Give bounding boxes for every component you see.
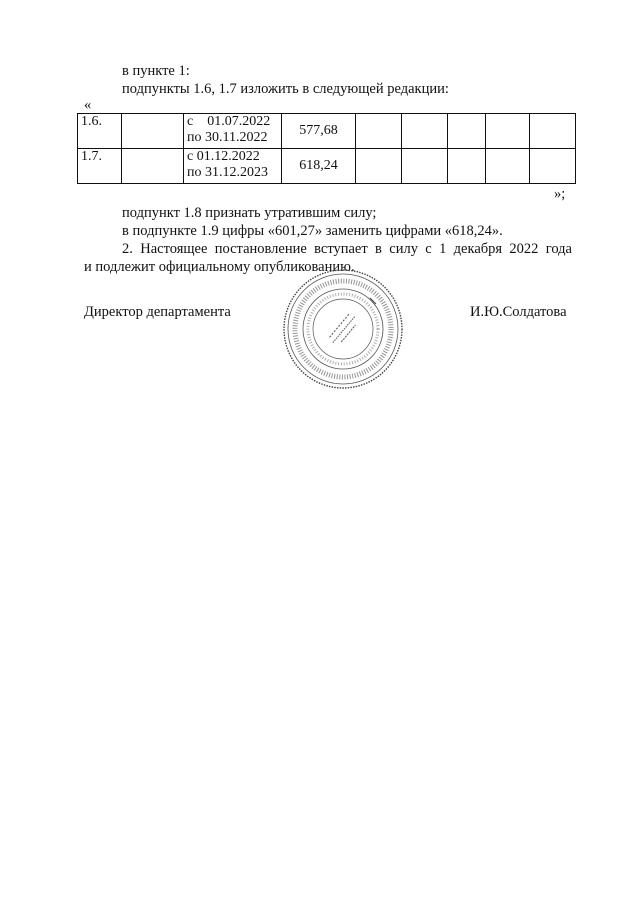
empty-cell <box>356 114 402 149</box>
row-number: 1.6. <box>78 114 122 149</box>
empty-cell <box>448 149 486 184</box>
value-cell: 577,68 <box>282 114 356 149</box>
empty-cell <box>122 149 184 184</box>
after-line-1: подпункт 1.8 признать утратившим силу; <box>122 205 377 221</box>
open-quote: « <box>84 97 92 113</box>
empty-cell <box>402 149 448 184</box>
period-cell <box>184 114 282 149</box>
table-row <box>78 114 576 149</box>
period-to: по 31.12.2023 <box>187 165 268 180</box>
empty-cell <box>530 149 576 184</box>
paragraph-2-line-2: и подлежит официальному опубликованию. <box>84 259 355 275</box>
period-to: по 30.11.2022 <box>187 130 268 145</box>
empty-cell <box>122 114 184 149</box>
empty-cell <box>402 114 448 149</box>
amendment-table <box>77 113 576 184</box>
empty-cell <box>356 149 402 184</box>
after-line-2: в подпункте 1.9 цифры «601,27» заменить цифрами «618,24». <box>122 223 503 239</box>
signatory-name: И.Ю.Солдатова <box>470 304 567 320</box>
close-quote: »; <box>554 186 566 202</box>
empty-cell <box>486 114 530 149</box>
empty-cell <box>530 114 576 149</box>
official-seal-stamp <box>282 268 404 390</box>
row-number: 1.7. <box>78 149 122 184</box>
signatory-title: Директор департамента <box>84 304 231 320</box>
period-cell <box>184 149 282 184</box>
empty-cell <box>448 114 486 149</box>
period-from: с 01.12.2022 <box>187 149 260 164</box>
paragraph-2-line-1: 2. Настоящее постановление вступает в силу с 1 декабря 2022 года <box>122 241 572 257</box>
table-row <box>78 149 576 184</box>
empty-cell <box>486 149 530 184</box>
intro-line-2: подпункты 1.6, 1.7 изложить в следующей редакции: <box>122 81 449 97</box>
value-cell: 618,24 <box>282 149 356 184</box>
intro-line-1: в пункте 1: <box>122 63 190 79</box>
period-from: с 01.07.2022 <box>187 114 271 129</box>
